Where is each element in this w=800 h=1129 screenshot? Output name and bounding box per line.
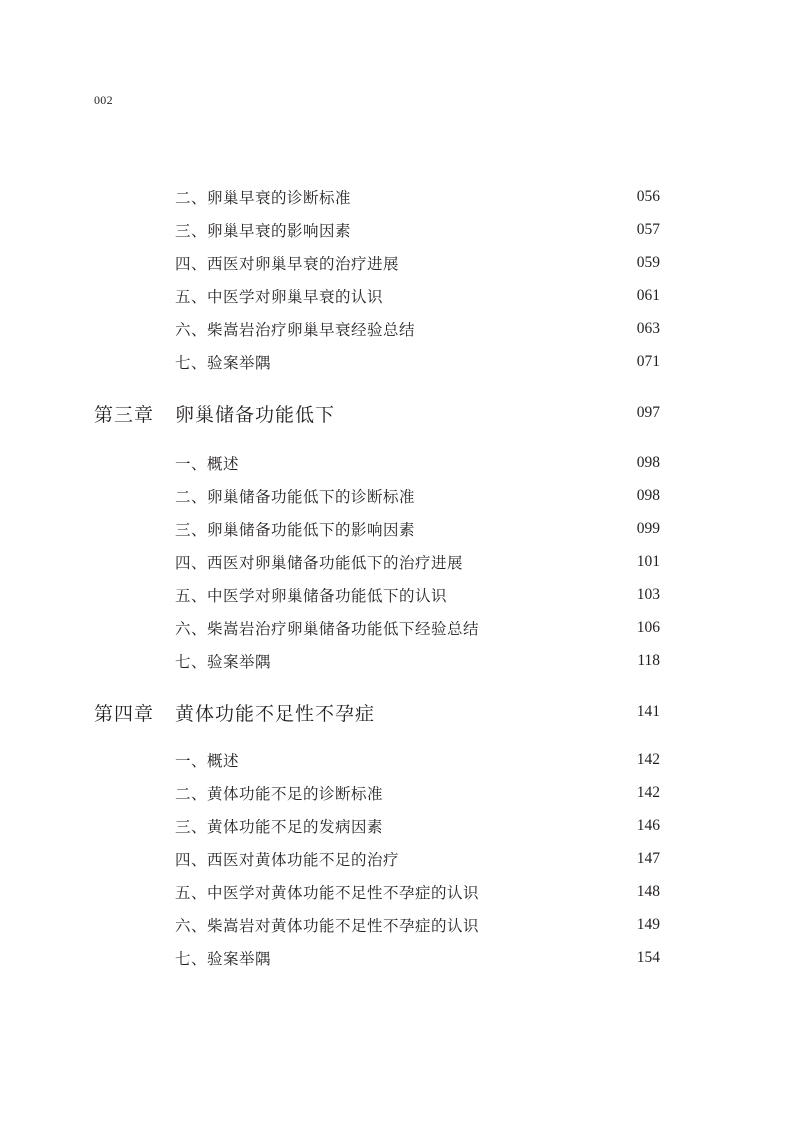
chapter-title: 黄体功能不足性不孕症: [175, 702, 376, 725]
page-number: 002: [94, 93, 113, 107]
toc-entry-page: 071: [636, 353, 660, 370]
toc-entry-title: 四、西医对卵巢早衰的治疗进展: [175, 255, 400, 273]
toc-entry-page: 099: [636, 520, 660, 537]
toc-entry-title: 五、中医学对卵巢早衰的认识: [175, 288, 384, 306]
toc-entry[interactable]: [175, 451, 660, 475]
toc-entry-page: 147: [636, 850, 660, 867]
chapter-number: 第三章: [94, 403, 155, 426]
toc-entry-title: 七、验案举隅: [175, 653, 272, 671]
toc-entry-page: 118: [637, 652, 660, 669]
toc-entry[interactable]: [175, 814, 660, 838]
toc-entry[interactable]: [175, 583, 660, 607]
toc-entry-page: 056: [636, 188, 660, 205]
chapter-title: 卵巢储备功能低下: [175, 403, 336, 426]
toc-entry[interactable]: [175, 251, 660, 275]
toc-chapter-4[interactable]: [94, 698, 660, 726]
toc-chapter-3[interactable]: [94, 399, 660, 427]
toc-entry-page: 106: [636, 619, 660, 636]
toc-entry[interactable]: [175, 317, 660, 341]
toc-entry-page: 101: [636, 553, 660, 570]
toc-entry-page: 149: [636, 916, 660, 933]
toc-entry-title: 三、卵巢早衰的影响因素: [175, 222, 352, 240]
toc-entry[interactable]: [175, 649, 660, 673]
toc-entry[interactable]: [175, 616, 660, 640]
toc-entry[interactable]: [175, 550, 660, 574]
toc-entry-title: 三、黄体功能不足的发病因素: [175, 818, 384, 836]
toc-entry-page: 142: [636, 751, 660, 768]
toc-entry-page: 148: [636, 883, 660, 900]
toc-entry-title: 二、卵巢储备功能低下的诊断标准: [175, 488, 416, 506]
toc-entry[interactable]: [175, 218, 660, 242]
toc-entry-page: 059: [636, 254, 660, 271]
toc-entry-title: 一、概述: [175, 455, 240, 473]
toc-entry-page: 098: [636, 487, 660, 504]
toc-entry-page: 098: [636, 454, 660, 471]
toc-entry-title: 七、验案举隅: [175, 354, 272, 372]
toc-entry-title: 五、中医学对卵巢储备功能低下的认识: [175, 587, 448, 605]
toc-entry-title: 二、黄体功能不足的诊断标准: [175, 785, 384, 803]
toc-entry[interactable]: [175, 880, 660, 904]
toc-entry-title: 六、柴嵩岩治疗卵巢早衰经验总结: [175, 321, 416, 339]
toc-entry-title: 五、中医学对黄体功能不足性不孕症的认识: [175, 884, 480, 902]
toc-entry[interactable]: [175, 847, 660, 871]
toc-entry[interactable]: [175, 484, 660, 508]
chapter-page: 097: [636, 404, 660, 421]
toc-entry-page: 063: [636, 320, 660, 337]
toc-entry-title: 七、验案举隅: [175, 950, 272, 968]
toc-entry-page: 061: [636, 287, 660, 304]
toc-entry[interactable]: [175, 517, 660, 541]
toc-entry[interactable]: [175, 748, 660, 772]
toc-entry[interactable]: [175, 284, 660, 308]
chapter-number: 第四章: [94, 702, 155, 725]
toc-entry[interactable]: [175, 946, 660, 970]
toc-entry-title: 三、卵巢储备功能低下的影响因素: [175, 521, 416, 539]
toc-entry[interactable]: [175, 913, 660, 937]
toc-entry[interactable]: [175, 185, 660, 209]
toc-entry-title: 二、卵巢早衰的诊断标准: [175, 189, 352, 207]
toc-entry-page: 103: [636, 586, 660, 603]
toc-entry[interactable]: [175, 350, 660, 374]
chapter-page: 141: [636, 703, 660, 720]
toc-entry-title: 四、西医对黄体功能不足的治疗: [175, 851, 400, 869]
toc-entry-title: 六、柴嵩岩对黄体功能不足性不孕症的认识: [175, 917, 480, 935]
toc-entry-page: 154: [636, 949, 660, 966]
toc-entry-title: 六、柴嵩岩治疗卵巢储备功能低下经验总结: [175, 620, 480, 638]
toc-entry-page: 057: [636, 221, 660, 238]
toc-entry-title: 四、西医对卵巢储备功能低下的治疗进展: [175, 554, 464, 572]
toc-entry-page: 146: [636, 817, 660, 834]
toc-entry-title: 一、概述: [175, 752, 240, 770]
toc-entry-page: 142: [636, 784, 660, 801]
toc-entry[interactable]: [175, 781, 660, 805]
